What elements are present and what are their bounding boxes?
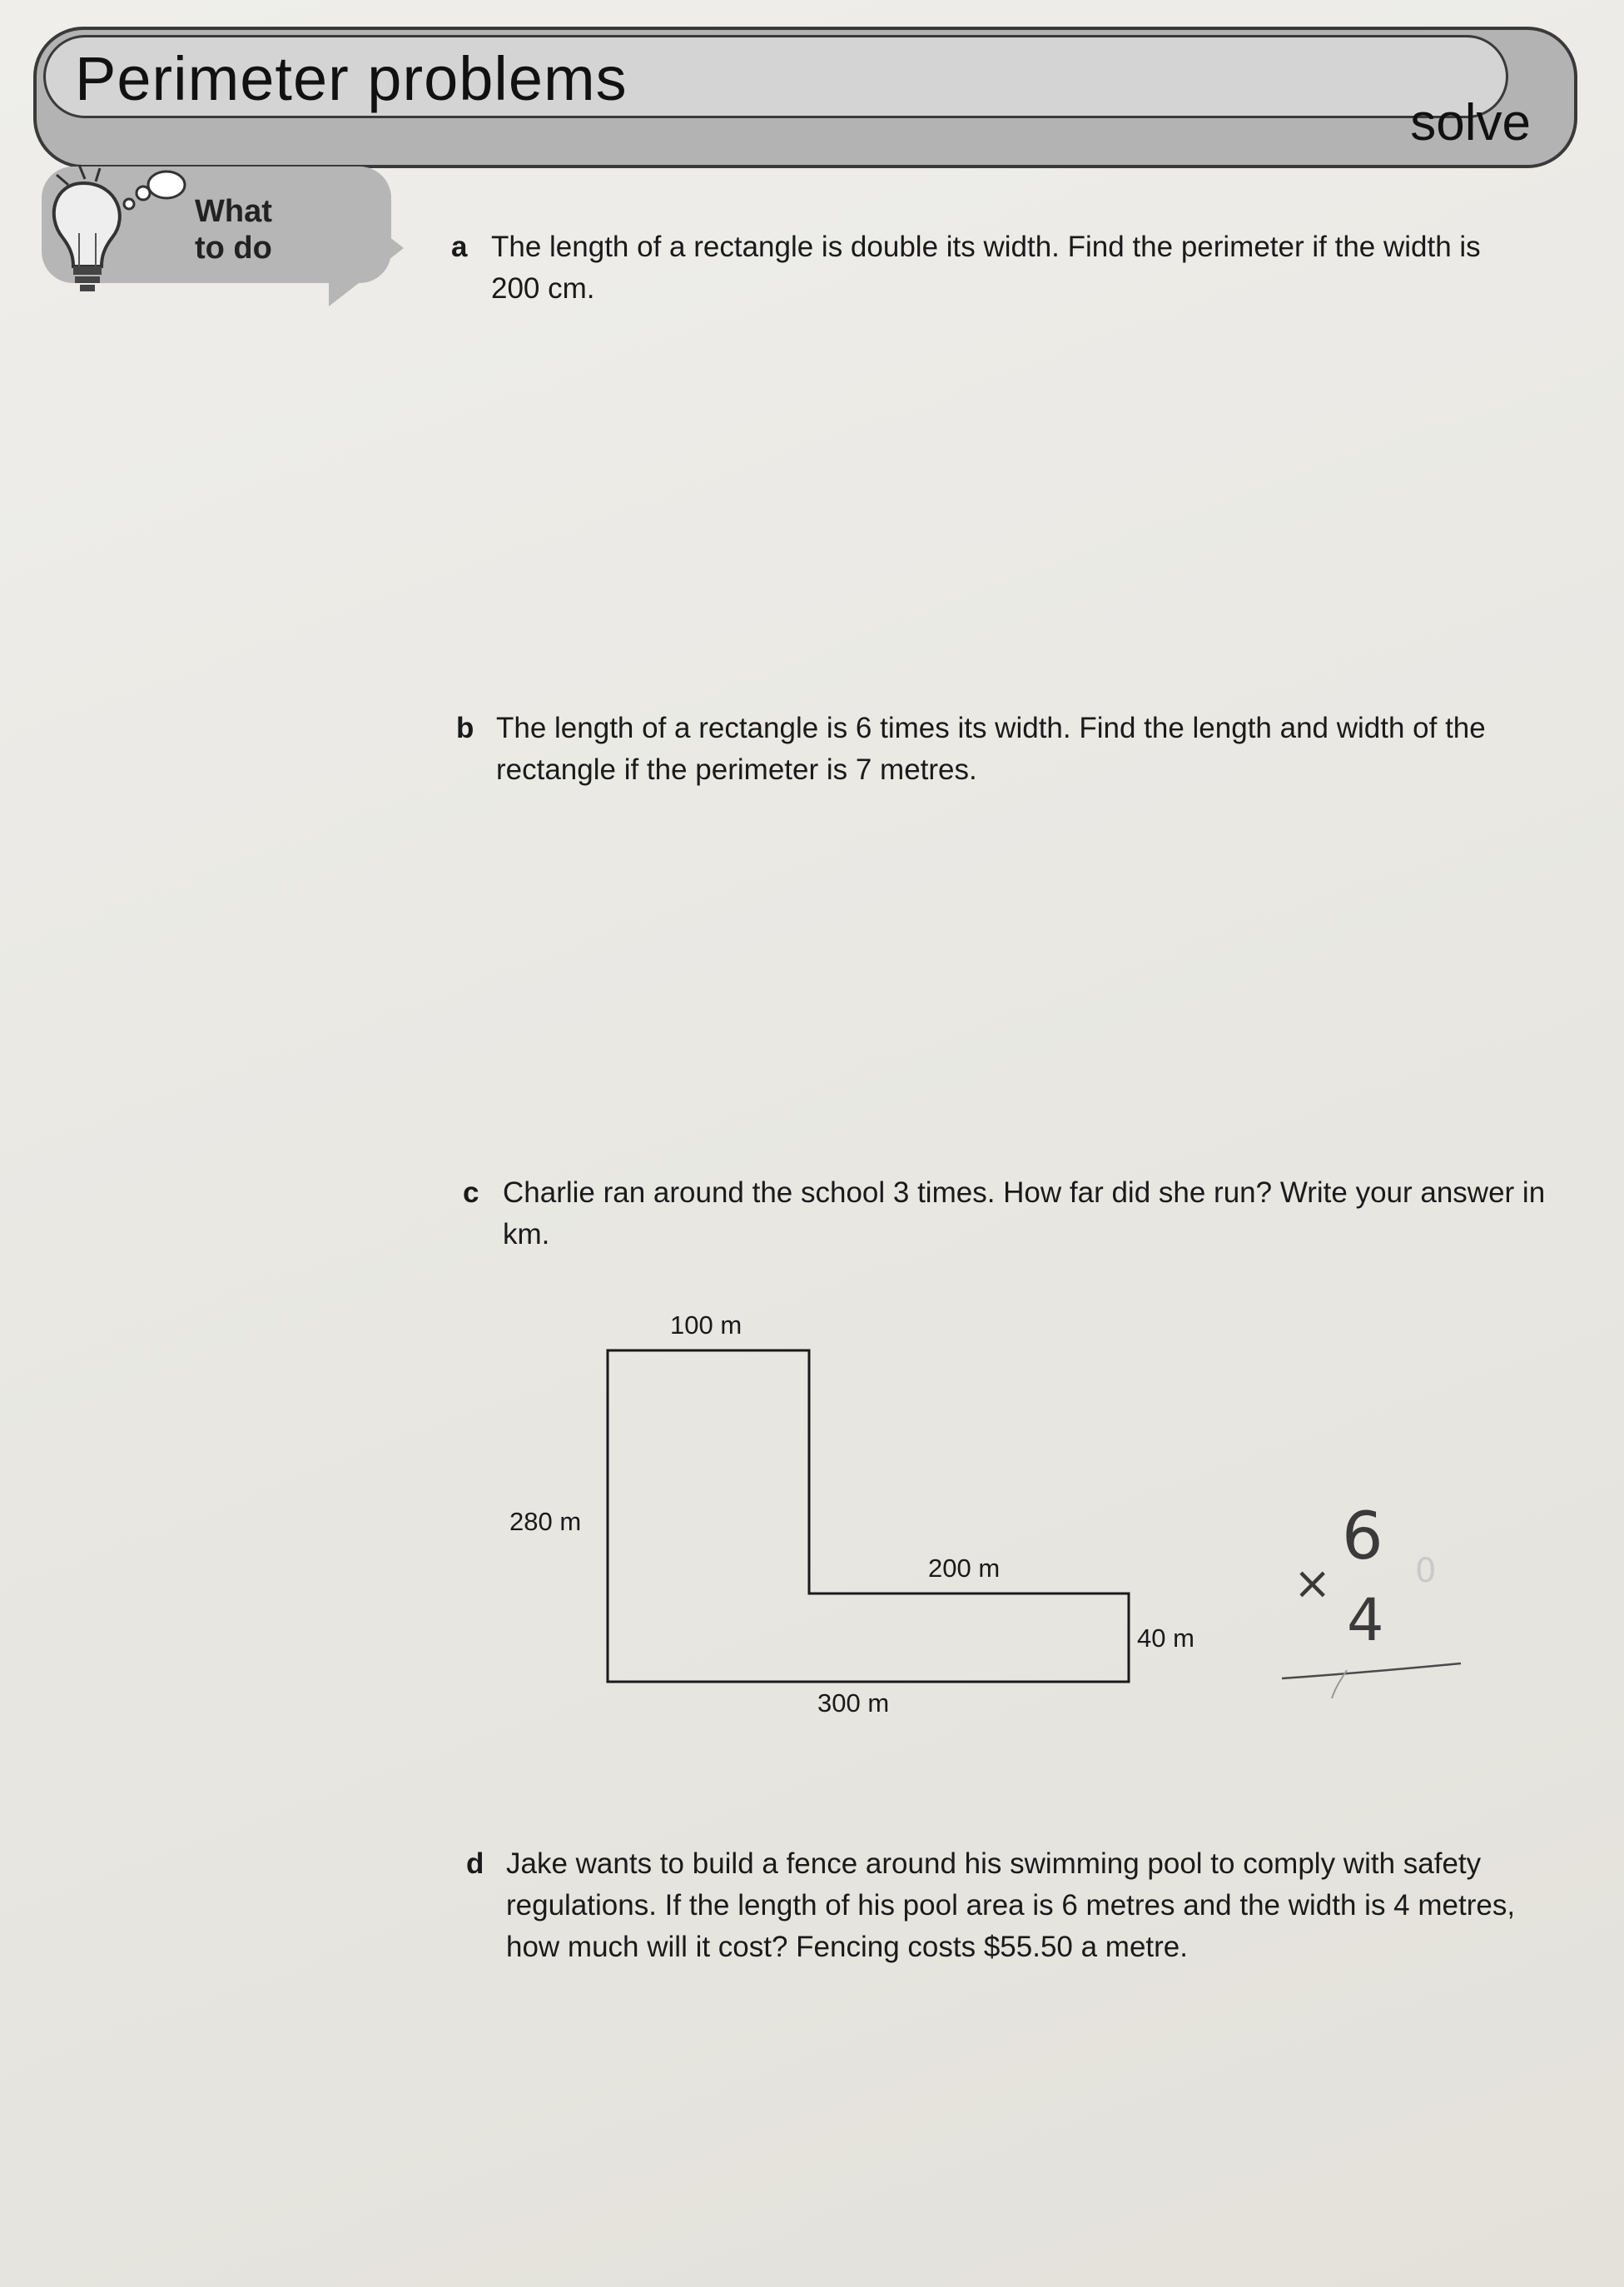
question-text: Charlie ran around the school 3 times. How far did she run? Write your answer in km. <box>503 1176 1546 1250</box>
question-a <box>451 226 1533 310</box>
question-text: The length of a rectangle is 6 times its width. Find the length and width of the rectangle if the perimeter is 7 metres. <box>496 712 1486 786</box>
label-right-side: 40 m <box>1137 1623 1194 1653</box>
section-tag: solve <box>1410 94 1531 152</box>
label-inner-horizontal: 200 m <box>928 1554 1001 1583</box>
question-text: The length of a rectangle is double its width. Find the perimeter if the width is 200 cm. <box>491 231 1481 305</box>
handwritten-working <box>1257 1482 1473 1707</box>
instruction-label: What to do <box>195 194 272 266</box>
l-shape-diagram <box>499 1299 1249 1732</box>
label-left-side: 280 m <box>509 1507 582 1536</box>
question-b <box>456 708 1555 791</box>
label-top-side: 100 m <box>670 1310 742 1340</box>
question-letter: c <box>463 1176 479 1209</box>
question-text: Jake wants to build a fence around his swimming pool to comply with safety regulations. If the length of his pool area is 6 metres and the width is 4 metres, how much will it cost? Fencing costs $55.50 a metre. <box>506 1847 1516 1963</box>
page-title: Perimeter problems <box>75 44 628 113</box>
instruction-arrow <box>329 190 404 306</box>
question-letter: d <box>466 1847 484 1880</box>
question-letter: b <box>456 712 474 744</box>
handwritten-digit: 4 <box>1347 1586 1384 1654</box>
label-bottom-side: 300 m <box>817 1688 890 1718</box>
l-shape-outline <box>499 1299 1249 1732</box>
question-d <box>466 1843 1573 1968</box>
question-c <box>463 1172 1562 1255</box>
lightbulb-thought-icon <box>33 150 200 300</box>
handwritten-operator: × <box>1294 1557 1332 1609</box>
question-letter: a <box>451 231 468 263</box>
handwritten-digit: 6 <box>1342 1499 1383 1574</box>
faint-mark: 0 <box>1415 1552 1437 1590</box>
